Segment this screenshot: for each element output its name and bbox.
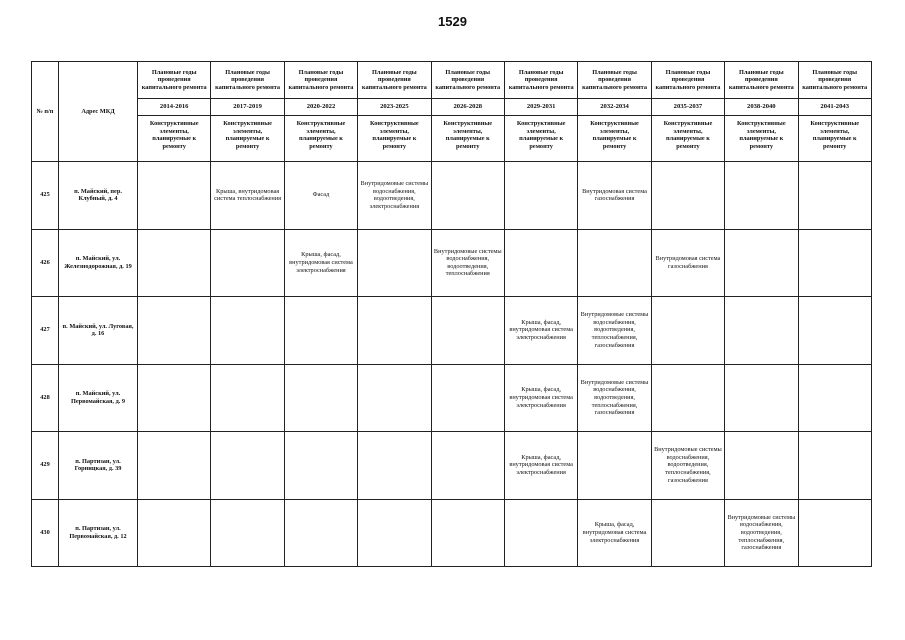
header-plan-years: 2026-2028 bbox=[431, 99, 504, 116]
header-plan-elements: Конструктивные элементы, планируемые к ремонту bbox=[284, 116, 357, 162]
header-plan-elements: Конструктивные элементы, планируемые к ремонту bbox=[211, 116, 284, 162]
repair-elements-cell: Внутридомовые системы водоснабжения, водоотведения, теплоснабжения, газоснабжения bbox=[578, 297, 651, 365]
header-plan-elements: Конструктивные элементы, планируемые к ремонту bbox=[798, 116, 871, 162]
row-address: п. Майский, пер. Клубный, д. 4 bbox=[59, 162, 138, 230]
repair-elements-cell: Внутридомовые системы водоснабжения, водоотведения, теплоснабжения bbox=[431, 229, 504, 297]
header-plan-title: Плановые годы проведения капитального ремонта bbox=[138, 62, 211, 99]
header-plan-elements: Конструктивные элементы, планируемые к ремонту bbox=[358, 116, 431, 162]
repair-elements-cell bbox=[358, 364, 431, 432]
repair-elements-cell bbox=[284, 364, 357, 432]
capital-repair-plan-table bbox=[31, 61, 872, 567]
header-plan-years: 2014-2016 bbox=[138, 99, 211, 116]
repair-elements-cell bbox=[651, 297, 724, 365]
repair-elements-cell: Внутридомовая система газоснабжения bbox=[578, 162, 651, 230]
repair-elements-cell bbox=[651, 499, 724, 567]
header-plan-years: 2023-2025 bbox=[358, 99, 431, 116]
header-plan-years: 2035-2037 bbox=[651, 99, 724, 116]
repair-elements-cell bbox=[725, 229, 798, 297]
header-plan-title: Плановые годы проведения капитального ремонта bbox=[725, 62, 798, 99]
table-row bbox=[32, 229, 872, 297]
header-plan-title: Плановые годы проведения капитального ремонта bbox=[284, 62, 357, 99]
header-plan-title: Плановые годы проведения капитального ремонта bbox=[504, 62, 577, 99]
repair-elements-cell bbox=[284, 297, 357, 365]
repair-elements-cell: Крыша, фасад, внутридомовая система электроснабжения bbox=[284, 229, 357, 297]
row-number: 428 bbox=[32, 364, 59, 432]
row-address: п. Майский, ул. Луговая, д. 16 bbox=[59, 297, 138, 365]
header-plan-years: 2041-2043 bbox=[798, 99, 871, 116]
repair-elements-cell bbox=[798, 162, 871, 230]
repair-elements-cell: Внутридомовые системы водоснабжения, водоотведения, теплоснабжения, газоснабжения bbox=[578, 364, 651, 432]
repair-elements-cell bbox=[211, 432, 284, 500]
row-address: п. Майский, ул. Первомайская, д. 9 bbox=[59, 364, 138, 432]
header-plan-years: 2017-2019 bbox=[211, 99, 284, 116]
repair-elements-cell bbox=[211, 229, 284, 297]
repair-elements-cell bbox=[358, 432, 431, 500]
repair-elements-cell bbox=[138, 229, 211, 297]
repair-elements-cell bbox=[798, 229, 871, 297]
repair-elements-cell: Крыша, внутридомовая система теплоснабжения bbox=[211, 162, 284, 230]
repair-elements-cell bbox=[431, 297, 504, 365]
header-plan-elements: Конструктивные элементы, планируемые к ремонту bbox=[578, 116, 651, 162]
table-row bbox=[32, 499, 872, 567]
header-plan-title: Плановые годы проведения капитального ремонта bbox=[578, 62, 651, 99]
table-header bbox=[32, 62, 872, 162]
header-plan-elements: Конструктивные элементы, планируемые к ремонту bbox=[725, 116, 798, 162]
repair-elements-cell: Крыша, фасад, внутридомовая система электроснабжения bbox=[504, 364, 577, 432]
header-plan-years: 2020-2022 bbox=[284, 99, 357, 116]
page-number: 1529 bbox=[438, 14, 467, 29]
repair-elements-cell bbox=[725, 364, 798, 432]
repair-elements-cell bbox=[725, 297, 798, 365]
repair-elements-cell bbox=[358, 297, 431, 365]
repair-elements-cell bbox=[211, 364, 284, 432]
repair-elements-cell bbox=[431, 499, 504, 567]
row-number: 430 bbox=[32, 499, 59, 567]
header-plan-elements: Конструктивные элементы, планируемые к ремонту bbox=[431, 116, 504, 162]
repair-elements-cell bbox=[504, 229, 577, 297]
header-plan-elements: Конструктивные элементы, планируемые к ремонту bbox=[138, 116, 211, 162]
repair-elements-cell: Крыша, фасад, внутридомовая система электроснабжения bbox=[504, 297, 577, 365]
repair-elements-cell bbox=[798, 432, 871, 500]
header-plan-title: Плановые годы проведения капитального ремонта bbox=[798, 62, 871, 99]
repair-elements-cell bbox=[211, 297, 284, 365]
row-number: 429 bbox=[32, 432, 59, 500]
repair-elements-cell bbox=[725, 162, 798, 230]
repair-elements-cell bbox=[431, 432, 504, 500]
table-row bbox=[32, 297, 872, 365]
repair-elements-cell: Крыша, фасад, внутридомовая система электроснабжения bbox=[578, 499, 651, 567]
header-plan-years: 2029-2031 bbox=[504, 99, 577, 116]
repair-elements-cell bbox=[138, 297, 211, 365]
header-address: Адрес МКД bbox=[59, 62, 138, 162]
repair-elements-cell bbox=[504, 499, 577, 567]
header-plan-title: Плановые годы проведения капитального ремонта bbox=[358, 62, 431, 99]
header-plan-title: Плановые годы проведения капитального ремонта bbox=[211, 62, 284, 99]
header-num: № п/п bbox=[32, 62, 59, 162]
repair-elements-cell bbox=[798, 364, 871, 432]
repair-elements-cell bbox=[211, 499, 284, 567]
row-address: п. Партизан, ул. Горницкая, д. 39 bbox=[59, 432, 138, 500]
repair-elements-cell bbox=[798, 499, 871, 567]
repair-elements-cell bbox=[725, 432, 798, 500]
row-address: п. Майский, ул. Железнодорожная, д. 19 bbox=[59, 229, 138, 297]
repair-elements-cell bbox=[358, 229, 431, 297]
header-plan-elements: Конструктивные элементы, планируемые к ремонту bbox=[651, 116, 724, 162]
table-row bbox=[32, 162, 872, 230]
repair-elements-cell bbox=[138, 162, 211, 230]
repair-elements-cell bbox=[431, 364, 504, 432]
header-plan-title: Плановые годы проведения капитального ремонта bbox=[651, 62, 724, 99]
table-row bbox=[32, 432, 872, 500]
row-address: п. Партизан, ул. Первомайская, д. 12 bbox=[59, 499, 138, 567]
row-number: 425 bbox=[32, 162, 59, 230]
repair-elements-cell bbox=[358, 499, 431, 567]
repair-elements-cell: Крыша, фасад, внутридомовая система электроснабжения bbox=[504, 432, 577, 500]
header-plan-title: Плановые годы проведения капитального ремонта bbox=[431, 62, 504, 99]
row-number: 426 bbox=[32, 229, 59, 297]
repair-elements-cell bbox=[504, 162, 577, 230]
header-plan-years: 2032-2034 bbox=[578, 99, 651, 116]
repair-elements-cell bbox=[651, 364, 724, 432]
repair-elements-cell bbox=[284, 499, 357, 567]
repair-elements-cell bbox=[578, 432, 651, 500]
repair-elements-cell: Внутридомовые системы водоснабжения, водоотведения, теплоснабжения, газоснабжения bbox=[651, 432, 724, 500]
repair-elements-cell: Внутридомовые системы водоснабжения, водоотведения, теплоснабжения, газоснабжения bbox=[725, 499, 798, 567]
repair-elements-cell bbox=[138, 364, 211, 432]
repair-elements-cell bbox=[138, 432, 211, 500]
repair-elements-cell bbox=[431, 162, 504, 230]
repair-elements-cell bbox=[578, 229, 651, 297]
repair-elements-cell bbox=[138, 499, 211, 567]
header-plan-elements: Конструктивные элементы, планируемые к ремонту bbox=[504, 116, 577, 162]
header-plan-years: 2038-2040 bbox=[725, 99, 798, 116]
table-body bbox=[32, 162, 872, 567]
repair-elements-cell bbox=[651, 162, 724, 230]
repair-elements-cell bbox=[284, 432, 357, 500]
repair-elements-cell: Внутридомовые системы водоснабжения, водоотведения, электроснабжения bbox=[358, 162, 431, 230]
repair-elements-cell: Внутридомовая система газоснабжения bbox=[651, 229, 724, 297]
table-row bbox=[32, 364, 872, 432]
repair-elements-cell: Фасад bbox=[284, 162, 357, 230]
repair-elements-cell bbox=[798, 297, 871, 365]
row-number: 427 bbox=[32, 297, 59, 365]
